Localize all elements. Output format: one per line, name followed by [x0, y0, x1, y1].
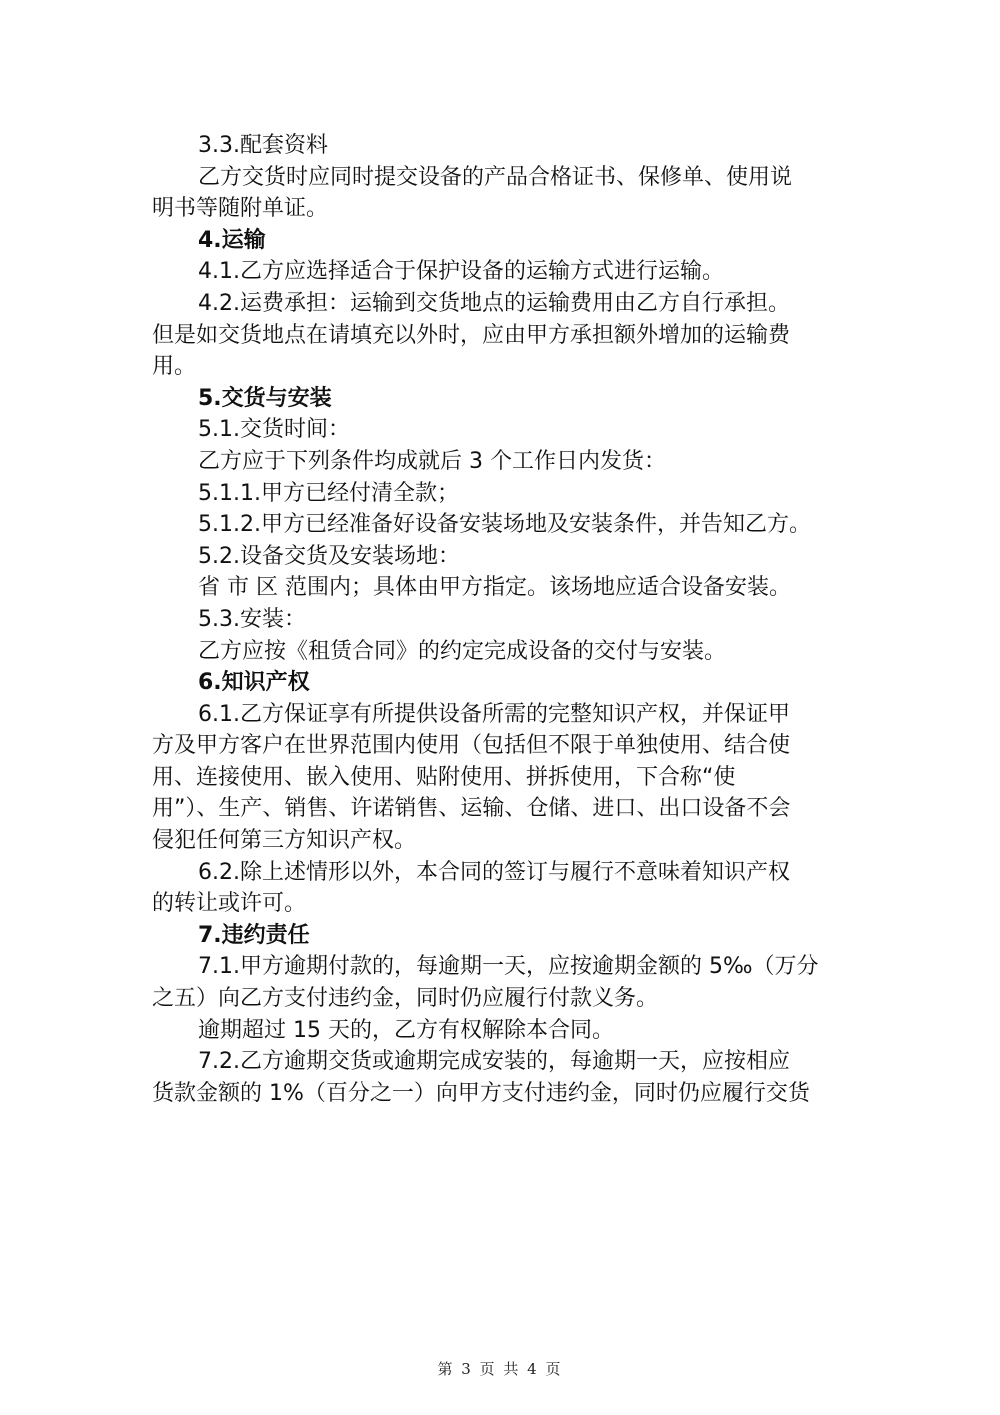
document-body	[152, 130, 852, 1109]
text-line: 5.1.2.甲方已经准备好设备安装场地及安装条件，并告知乙方。	[198, 512, 811, 538]
page-footer: 第 3 页 共 4 页	[437, 1360, 563, 1378]
text-line: 3.3.配套资料	[198, 133, 328, 158]
text-line: 6.1.乙方保证享有所提供设备所需的完整知识产权，并保证甲	[198, 701, 790, 727]
text-line: 方及甲方客户在世界范围内使用（包括但不限于单独使用、结合使	[152, 733, 791, 759]
text-line: 5.3.安装：	[198, 606, 306, 632]
text-line: 乙方应按《租赁合同》的约定完成设备的交付与安装。	[198, 638, 727, 664]
text-line: 乙方应于下列条件均成就后 3 个工作日内发货：	[198, 448, 666, 474]
text-line: 4.2.运费承担：运输到交货地点的运输费用由乙方自行承担。	[198, 290, 790, 316]
text-line: 省 市 区 范围内；具体由甲方指定。该场地应适合设备安装。	[198, 575, 791, 601]
text-line: 的转让或许可。	[152, 891, 307, 917]
text-line: 用”）、生产、销售、许诺销售、运输、仓储、进口、出口设备不会	[152, 796, 791, 822]
section-heading: 5.交货与安装	[198, 385, 332, 411]
text-line: 5.2.设备交货及安装场地：	[198, 543, 460, 569]
text-line: 7.2.乙方逾期交货或逾期完成安装的，每逾期一天，应按相应	[198, 1049, 790, 1075]
text-line: 5.1.1.甲方已经付清全款；	[198, 480, 459, 506]
text-line: 5.1.交货时间：	[198, 417, 350, 443]
text-line: 之五）向乙方支付违约金，同时仍应履行付款义务。	[152, 986, 659, 1012]
text-line: 4.1.乙方应选择适合于保护设备的运输方式进行运输。	[198, 259, 724, 285]
text-line: 但是如交货地点在请填充以外时，应由甲方承担额外增加的运输费	[152, 322, 791, 348]
text-line: 7.1.甲方逾期付款的，每逾期一天，应按逾期金额的 5‰（万分	[198, 954, 819, 980]
text-line: 用。	[152, 354, 197, 380]
text-line: 明书等随附单证。	[152, 196, 329, 222]
text-line: 逾期超过 15 天的，乙方有权解除本合同。	[198, 1017, 614, 1043]
text-line: 用、连接使用、嵌入使用、贴附使用、拼拆使用，下合称“使	[152, 764, 736, 790]
text-line: 6.2.除上述情形以外，本合同的签订与履行不意味着知识产权	[198, 859, 790, 885]
section-heading: 6.知识产权	[198, 670, 310, 696]
section-heading: 7.违约责任	[198, 922, 310, 948]
section-heading: 4.运输	[198, 227, 266, 253]
text-line: 侵犯任何第三方知识产权。	[152, 828, 417, 854]
text-line: 货款金额的 1%（百分之一）向甲方支付违约金，同时仍应履行交货	[152, 1080, 810, 1106]
text-line: 乙方交货时应同时提交设备的产品合格证书、保修单、使用说	[198, 164, 793, 190]
